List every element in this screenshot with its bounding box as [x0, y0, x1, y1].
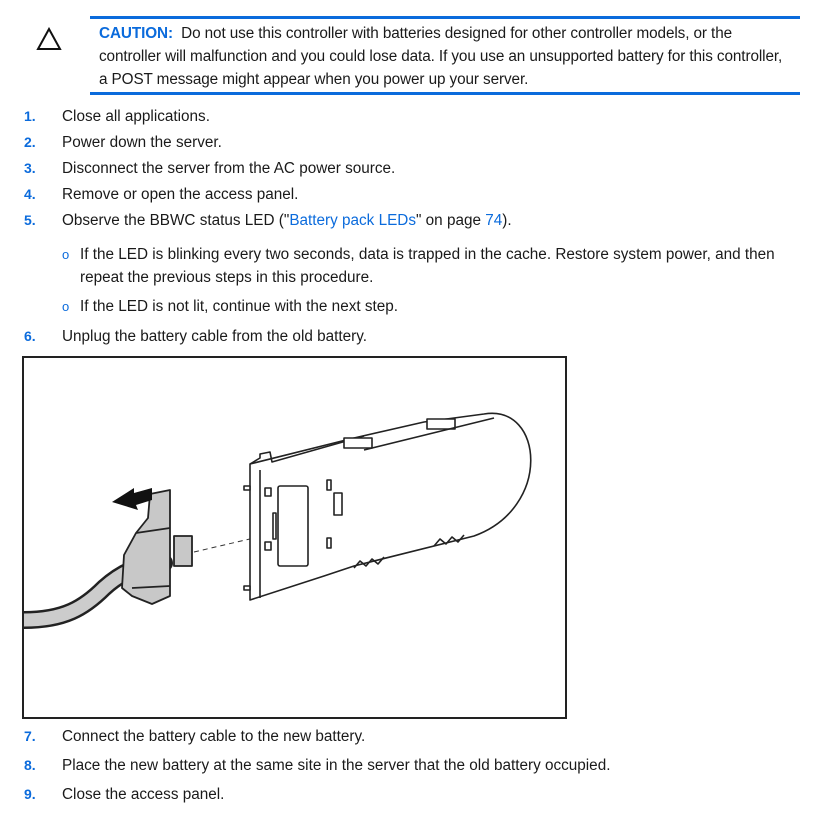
bullet-icon: o: [62, 299, 70, 314]
step-text-mid: " on page: [416, 212, 486, 229]
subitem-text: If the LED is not lit, continue with the next step.: [80, 298, 399, 315]
step-number: 9.: [24, 786, 36, 802]
step-text: Close the access panel.: [62, 786, 225, 803]
page-74-link[interactable]: 74: [485, 212, 503, 229]
step-text: Unplug the battery cable from the old battery.: [62, 328, 367, 345]
step-number: 8.: [24, 757, 36, 773]
guide-line: [194, 538, 254, 552]
step-number: 7.: [24, 728, 36, 744]
step-number: 5.: [24, 212, 36, 228]
battery-pack: [244, 413, 531, 600]
step-text-after: ).: [502, 212, 512, 229]
caution-text-block: [99, 22, 789, 91]
subitem-text: If the LED is blinking every two seconds, data is trapped in the cache. Restore system power, and then repeat the previous steps in this procedure.: [80, 246, 775, 286]
caution-notice: [0, 0, 823, 100]
illustration-drawing: [24, 358, 565, 717]
pull-direction-arrow: [112, 488, 152, 510]
step-text: [62, 209, 822, 232]
step-text: Power down the server.: [62, 134, 222, 151]
step-text-before: Observe the BBWC status LED (": [62, 212, 290, 229]
step-number: 4.: [24, 186, 36, 202]
step-number: 1.: [24, 108, 36, 124]
caution-triangle-icon: [36, 27, 62, 51]
step-number: 6.: [24, 328, 36, 344]
step-text: Connect the battery cable to the new battery.: [62, 728, 366, 745]
step-text: Close all applications.: [62, 108, 210, 125]
caution-body: Do not use this controller with batteries designed for other controller models, or the controller will malfunction and you could lose data. If you use an unsupported battery for this controller, a POST message might appear when you power up your server.: [99, 25, 783, 88]
caution-label: CAUTION:: [99, 25, 173, 42]
caution-bottom-rule: [90, 92, 800, 95]
step-number: 3.: [24, 160, 36, 176]
battery-pack-leds-link[interactable]: Battery pack LEDs: [289, 212, 416, 229]
bullet-icon: o: [62, 247, 70, 262]
step-number: 2.: [24, 134, 36, 150]
step-text: Place the new battery at the same site in the server that the old battery occupied.: [62, 757, 611, 774]
step-text: Disconnect the server from the AC power source.: [62, 160, 396, 177]
battery-cable-illustration: [22, 356, 567, 719]
step-text: Remove or open the access panel.: [62, 186, 299, 203]
caution-top-rule: [90, 16, 800, 19]
